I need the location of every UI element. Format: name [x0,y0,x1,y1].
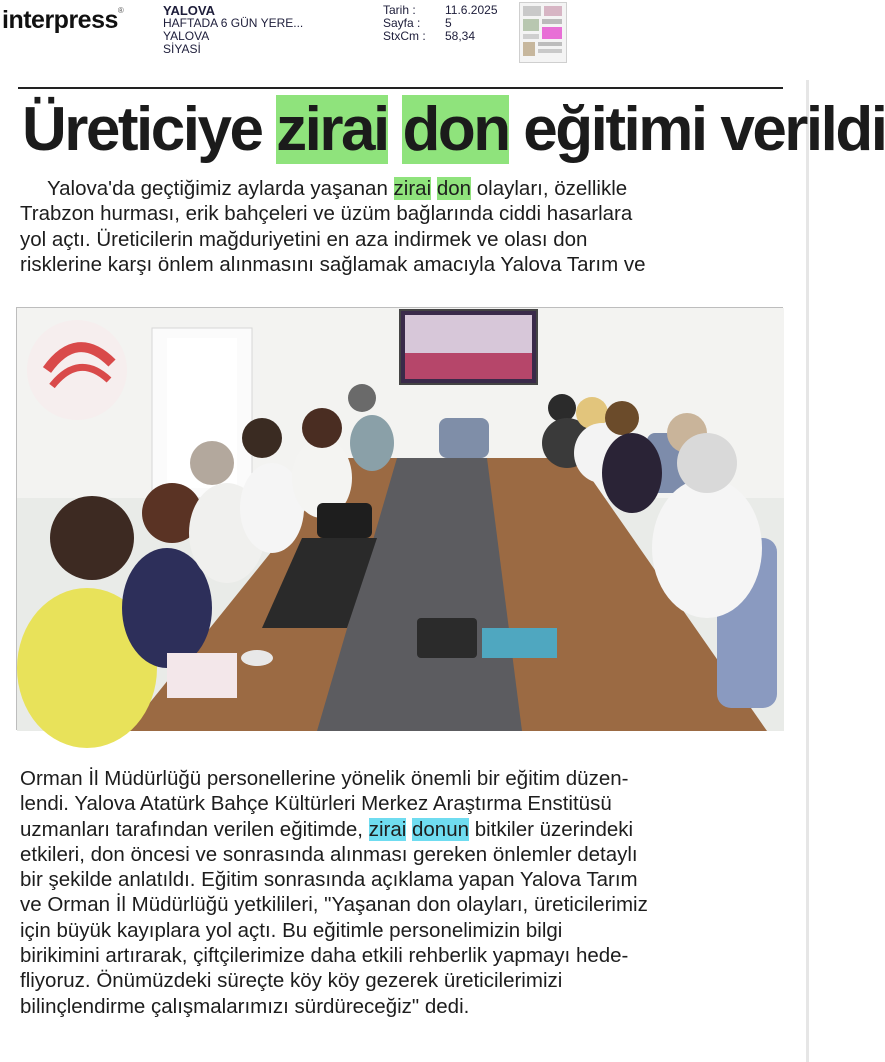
text-line [20,176,784,201]
page-thumbnail-icon[interactable] [519,2,567,63]
info-label: StxCm : [383,29,426,43]
text-segment: uzmanları tarafından verilen eğitimde, [20,817,369,841]
text-line: etkileri, don öncesi ve sonrasında alınması gereken önlemler detaylı [20,842,638,866]
headline-space [388,95,403,164]
info-value: 58,34 [445,29,476,43]
text-line [20,817,784,842]
text-line: risklerine karşı önlem alınmasını sağlamak amacıyla Yalova Tarım ve [20,252,646,276]
text-segment: bitkiler üzerindeki [469,817,634,841]
info-label: Sayfa : [383,16,421,30]
info-row-stxcm [383,30,498,43]
highlighted-keyword: zirai [276,95,388,164]
info-value: 11.6.2025 [445,3,498,17]
article-headline [22,90,885,170]
clipping-info [383,4,498,43]
text-segment: olayları, özellikle [471,177,628,200]
text-line: lendi. Yalova Atatürk Bahçe Kültürleri Merkez Araştırma Enstitüsü [20,792,612,816]
text-line: için büyük kayıplara yol açtı. Bu eğitimle personelimizin bilgi [20,918,563,942]
info-value: 5 [445,16,452,30]
article-paragraph-body [20,766,784,1019]
highlighted-keyword: zirai [393,177,432,200]
highlighted-keyword: don [436,177,472,200]
text-line: ve Orman İl Müdürlüğü yetkilileri, "Yaşanan don olayları, üreticilerimiz [20,893,648,917]
meeting-photo [16,307,783,730]
interpress-logo [2,6,123,35]
paper-city: YALOVA [163,29,210,43]
header-rule [18,87,783,89]
headline-part: Üreticiye [22,95,277,164]
text-line: birikimini artırarak, çiftçilerimize daha etkili rehberlik yapmayı hede- [20,944,629,968]
page-edge [806,80,809,1062]
text-line: Trabzon hurması, erik bahçeleri ve üzüm bağlarında ciddi hasarlara [20,202,633,226]
highlighted-keyword: zirai [368,817,407,841]
text-line: bir şekilde anlatıldı. Eğitim sonrasında açıklama yapan Yalova Tarım [20,868,638,892]
info-label: Tarih : [383,3,416,17]
article-paragraph-intro [20,176,784,277]
logo-registered-mark: ® [117,6,124,15]
text-line: fliyoruz. Önümüzdeki süreçte köy köy gezerek üreticilerimizi [20,969,563,993]
text-line: yol açtı. Üreticilerin mağduriyetini en aza indirmek ve olası don [20,227,588,251]
text-segment [431,177,437,200]
publication-info [163,4,303,56]
text-line: bilinçlendirme çalışmalarımızı sürdüreceğiz" dedi. [20,994,470,1018]
headline-part: eğitimi verildi [508,95,885,164]
highlighted-keyword: donun [411,817,469,841]
highlighted-keyword: don [402,95,509,164]
text-line: Orman İl Müdürlüğü personellerine yönelik önemli bir eğitim düzen- [20,767,629,790]
paper-category: SİYASİ [163,42,201,56]
paper-frequency: HAFTADA 6 GÜN YERE... [163,16,304,30]
logo-text: interpress [2,6,118,34]
text-segment: Yalova'da geçtiğimiz aylarda yaşanan [47,177,394,200]
paper-name: YALOVA [163,3,216,18]
